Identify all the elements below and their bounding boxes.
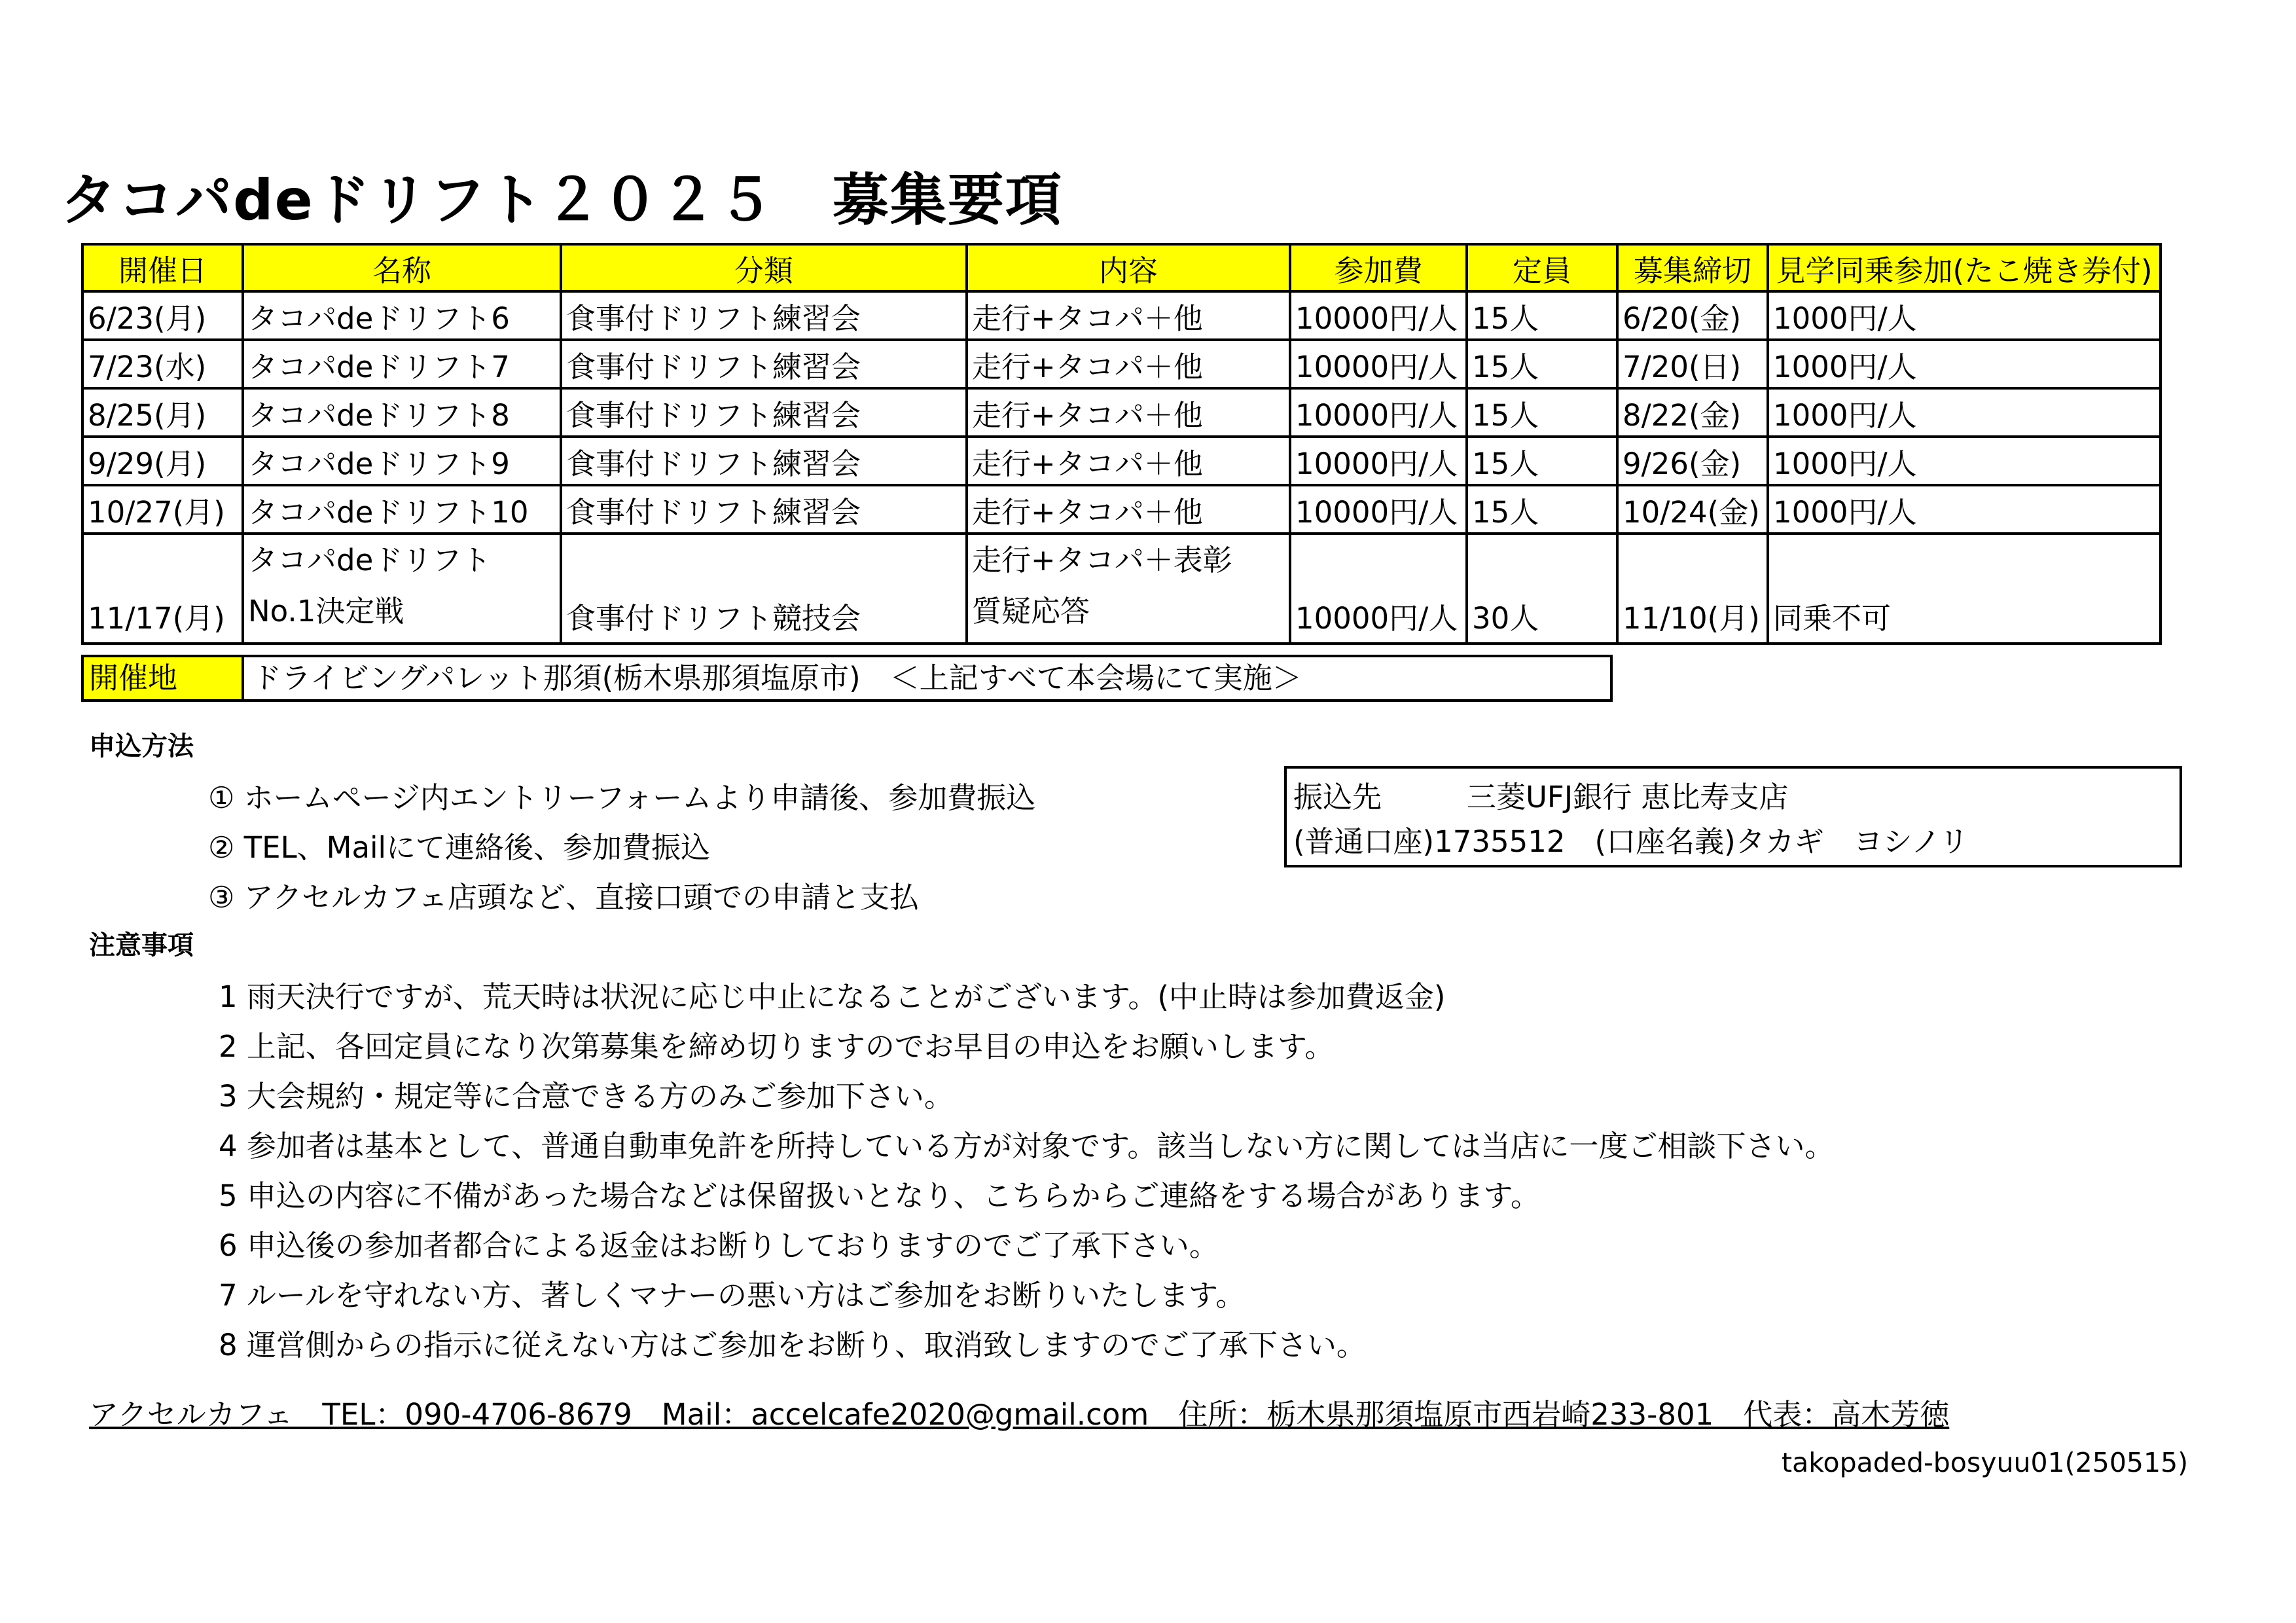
cell-category: 食事付ドリフト練習会 — [561, 388, 967, 437]
cell-category: 食事付ドリフト競技会 — [561, 534, 967, 644]
cell-deadline: 9/26(金) — [1617, 437, 1768, 485]
cell-name: タコパdeドリフト8 — [243, 388, 561, 437]
bank-transfer-box — [1284, 766, 2182, 867]
cell-capacity: 15人 — [1467, 291, 1617, 340]
venue-label: 開催地 — [84, 657, 244, 699]
page-title: タコパdeドリフト２０２５ 募集要項 — [60, 168, 1063, 233]
bank-name: 三菱UFJ銀行 恵比寿支店 — [1467, 780, 1789, 814]
cell-content: 走行+タコパ＋他 — [967, 291, 1290, 340]
note-item: 2 上記、各回定員になり次第募集を締め切りますのでお早目の申込をお願いします。 — [219, 1029, 1335, 1064]
venue-text: ドライビングパレット那須(栃木県那須塩原市) ＜上記すべて本会場にて実施＞ — [252, 661, 1302, 695]
cell-deadline: 7/20(日) — [1617, 340, 1768, 388]
table-row — [82, 340, 2161, 388]
note-item: 5 申込の内容に不備があった場合などは保留扱いとなり、こちらからご連絡をする場合があります。 — [219, 1178, 1540, 1213]
cell-capacity: 15人 — [1467, 340, 1617, 388]
cell-capacity: 15人 — [1467, 485, 1617, 534]
cell-date: 6/23(月) — [82, 291, 243, 340]
note-item: 3 大会規約・規定等に合意できる方のみご参加下さい。 — [219, 1079, 954, 1114]
cell-date: 9/29(月) — [82, 437, 243, 485]
notes-heading: 注意事項 — [89, 930, 194, 960]
cell-name — [243, 534, 561, 644]
header-name: 名称 — [243, 244, 561, 291]
cell-deadline: 10/24(金) — [1617, 485, 1768, 534]
bank-row-1 — [1293, 775, 2173, 820]
cell-capacity: 15人 — [1467, 437, 1617, 485]
cell-content: 走行+タコパ＋他 — [967, 437, 1290, 485]
application-item: ① ホームページ内エントリーフォームより申請後、参加費振込 — [208, 780, 1036, 815]
note-item: 4 参加者は基本として、普通自動車免許を所持している方が対象です。該当しない方に関しては当店に一度ご相談下さい。 — [219, 1129, 1835, 1163]
document-id: takopaded-bosyuu01(250515) — [1782, 1447, 2189, 1478]
cell-name: タコパdeドリフト10 — [243, 485, 561, 534]
cell-date: 10/27(月) — [82, 485, 243, 534]
table-header-row — [82, 244, 2161, 291]
cell-name: タコパdeドリフト7 — [243, 340, 561, 388]
application-item: ③ アクセルカフェ店頭など、直接口頭での申請と支払 — [208, 880, 920, 915]
note-item: 7 ルールを守れない方、著しくマナーの悪い方はご参加をお断りいたします。 — [219, 1278, 1246, 1313]
note-item: 1 雨天決行ですが、荒天時は状況に応じ中止になることがございます。(中止時は参加費返金) — [219, 979, 1446, 1014]
cell-ride-along: 1000円/人 — [1768, 340, 2161, 388]
content-line-1: 走行+タコパ＋表彰 — [972, 543, 1232, 577]
cell-name: タコパdeドリフト6 — [243, 291, 561, 340]
cell-fee: 10000円/人 — [1290, 485, 1467, 534]
cell-ride-along: 1000円/人 — [1768, 437, 2161, 485]
table-row — [82, 388, 2161, 437]
cell-fee: 10000円/人 — [1290, 388, 1467, 437]
bank-label: 振込先 — [1293, 780, 1382, 814]
header-capacity: 定員 — [1467, 244, 1617, 291]
schedule-table — [81, 243, 2162, 645]
contact-footer: アクセルカフェ TEL：090-4706-8679 Mail：accelcafe2020@gmail.com 住所：栃木県那須塩原市西岩崎233-801 代表：高木芳徳 — [89, 1397, 1950, 1432]
application-item: ② TEL、Mailにて連絡後、参加費振込 — [208, 830, 711, 865]
content-line-2: 質疑応答 — [972, 594, 1090, 629]
cell-content: 走行+タコパ＋他 — [967, 388, 1290, 437]
cell-content: 走行+タコパ＋他 — [967, 340, 1290, 388]
name-line-1: タコパdeドリフト — [248, 543, 492, 577]
table-row — [82, 437, 2161, 485]
cell-fee: 10000円/人 — [1290, 437, 1467, 485]
cell-category: 食事付ドリフト練習会 — [561, 437, 967, 485]
table-row — [82, 485, 2161, 534]
table-row — [82, 291, 2161, 340]
cell-fee: 10000円/人 — [1290, 534, 1467, 644]
cell-capacity: 15人 — [1467, 388, 1617, 437]
header-fee: 参加費 — [1290, 244, 1467, 291]
name-line-2: No.1決定戦 — [248, 594, 404, 629]
cell-content: 走行+タコパ＋他 — [967, 485, 1290, 534]
cell-deadline: 11/10(月) — [1617, 534, 1768, 644]
cell-ride-along: 1000円/人 — [1768, 291, 2161, 340]
application-heading: 申込方法 — [89, 731, 194, 761]
cell-date: 8/25(月) — [82, 388, 243, 437]
header-content: 内容 — [967, 244, 1290, 291]
cell-capacity: 30人 — [1467, 534, 1617, 644]
header-date: 開催日 — [82, 244, 243, 291]
cell-deadline: 8/22(金) — [1617, 388, 1768, 437]
cell-deadline: 6/20(金) — [1617, 291, 1768, 340]
bank-account: (普通口座)1735512 (口座名義)タカギ ヨシノリ — [1293, 824, 1969, 859]
note-item: 6 申込後の参加者都合による返金はお断りしておりますのでご了承下さい。 — [219, 1228, 1219, 1263]
cell-name: タコパdeドリフト9 — [243, 437, 561, 485]
cell-ride-along: 1000円/人 — [1768, 388, 2161, 437]
cell-ride-along: 1000円/人 — [1768, 485, 2161, 534]
venue-box — [81, 655, 1613, 702]
cell-ride-along: 同乗不可 — [1768, 534, 2161, 644]
table-row-final — [82, 534, 2161, 644]
header-deadline: 募集締切 — [1617, 244, 1768, 291]
cell-fee: 10000円/人 — [1290, 291, 1467, 340]
cell-content — [967, 534, 1290, 644]
cell-date: 11/17(月) — [82, 534, 243, 644]
header-ride-along: 見学同乗参加(たこ焼き券付) — [1768, 244, 2161, 291]
cell-category: 食事付ドリフト練習会 — [561, 485, 967, 534]
cell-date: 7/23(水) — [82, 340, 243, 388]
header-category: 分類 — [561, 244, 967, 291]
cell-category: 食事付ドリフト練習会 — [561, 291, 967, 340]
cell-category: 食事付ドリフト練習会 — [561, 340, 967, 388]
cell-fee: 10000円/人 — [1290, 340, 1467, 388]
note-item: 8 運営側からの指示に従えない方はご参加をお断り、取消致しますのでご了承下さい。 — [219, 1328, 1366, 1362]
